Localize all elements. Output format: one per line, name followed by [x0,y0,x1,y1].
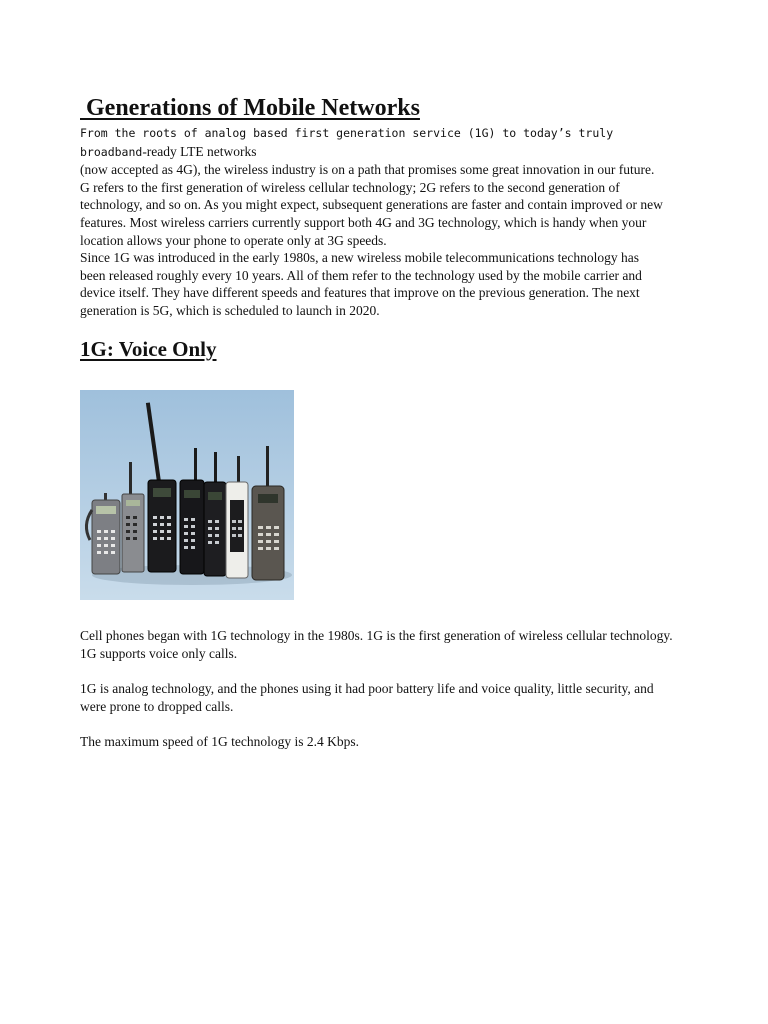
intro-body-text: -ready LTE networks (now accepted as 4G), the wireless industry is on a path that promises some great innovation in our future. G refers to the first generation of wireless cellular technology; 2G refers to the second generation of technology, and so on. As you might expect, subsequent generations are faster and contain improved or new features. Most wireless carriers currently support both 4G and 3G technology, which is handy when your location allows your phone to operate only at 3G speeds. Since 1G was introduced in the early 1980s, a new wireless mobile telecommunications technology has been released roughly every 10 years. All of them refer to the technology used by the mobile carrier and device itself. They have different speeds and features that improve on the previous generation. The next generation is 5G, which is scheduled to launch in 2020. [80,143,663,318]
intro-paragraph [80,124,680,320]
intro-lead-text: From the roots of analog based first generation service (1G) to today’s truly broadband [80,126,614,159]
paragraph-1g-analog: 1G is analog technology, and the phones using it had poor battery life and voice quality, little security, and were prone to dropped calls. [80,681,654,714]
phones-photo [80,390,294,600]
section-heading-1g: 1G: Voice Only [80,337,217,361]
paragraph-1g-speed: The maximum speed of 1G technology is 2.4 Kbps. [80,734,359,749]
phones-illustration [80,390,294,600]
paragraph-1g-origin: Cell phones began with 1G technology in the 1980s. 1G is the first generation of wireless cellular technology. 1G supports voice only calls. [80,628,673,661]
document-title: Generations of Mobile Networks [80,95,420,121]
